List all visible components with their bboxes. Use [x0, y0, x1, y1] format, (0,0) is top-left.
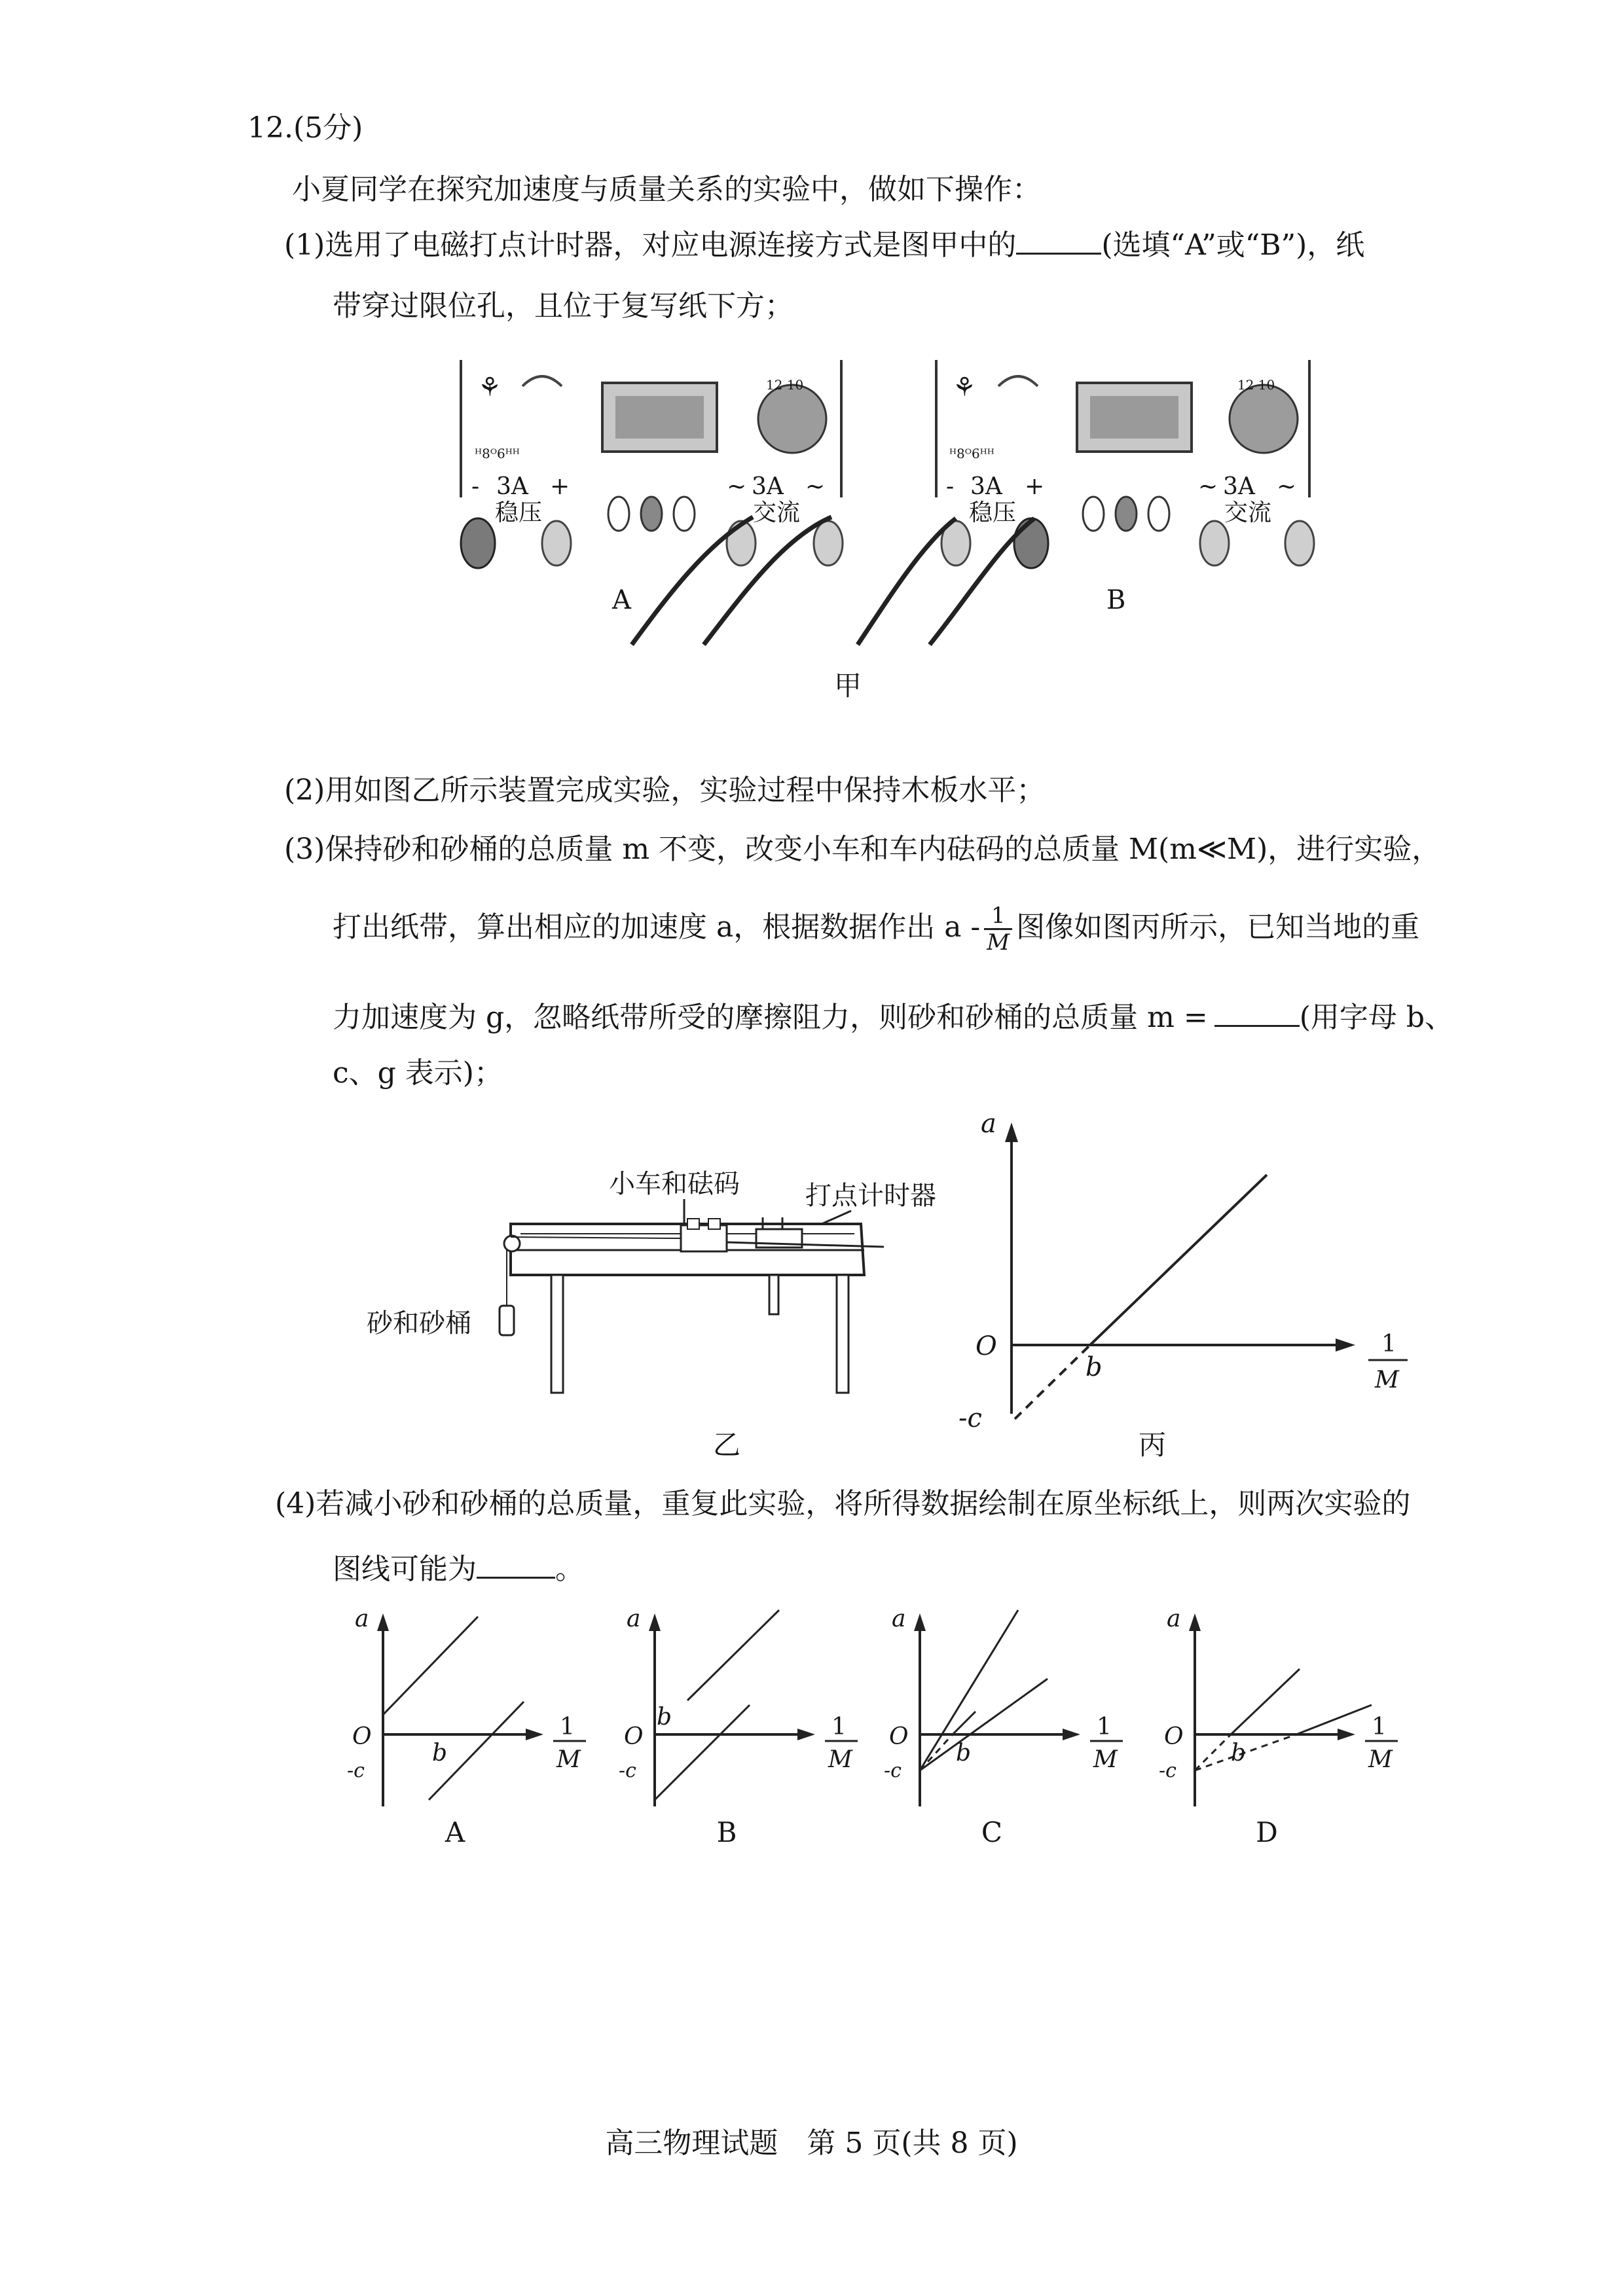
dc-minus-a: -: [471, 473, 480, 500]
svg-text:12 10: 12 10: [1237, 377, 1275, 393]
graph-line: [383, 1617, 478, 1715]
graph-line: [1195, 1734, 1231, 1770]
table-leg: [837, 1275, 848, 1393]
part2-text: 用如图乙所示装置完成实验，实验过程中保持木板水平；: [325, 774, 1046, 807]
part3-label: (3): [284, 833, 325, 866]
x-axis-arrow: [1063, 1729, 1080, 1740]
figure-yi: [367, 1152, 936, 1401]
table-leg: [551, 1275, 563, 1393]
terminal-ac-2-b: [1285, 521, 1314, 565]
option-b-label: b: [657, 1704, 672, 1731]
power-supply-b: [858, 360, 1314, 645]
option-x-den: M: [556, 1746, 581, 1773]
graph-line: [1296, 1705, 1372, 1734]
panel-b-letter: B: [1106, 585, 1126, 615]
x-axis-arrow: [1336, 1338, 1355, 1352]
option-graph-a[interactable]: [327, 1604, 602, 1820]
label-sand: 砂和砂桶: [367, 1308, 471, 1338]
bing-origin: O: [976, 1331, 997, 1361]
part3-line1-text: 保持砂和砂桶的总质量 m 不变，改变小车和车内砝码的总质量 M(m≪M)，进行实验，: [325, 833, 1441, 866]
question-number-text: 12.: [247, 111, 293, 145]
option-origin: O: [624, 1723, 644, 1750]
dc-mode-b: 稳压: [969, 499, 1017, 526]
part1-line1: [284, 224, 1364, 264]
option-x-den: M: [828, 1746, 852, 1773]
terminal-dc-plus-a: [542, 521, 571, 565]
option-x-den: M: [1368, 1746, 1393, 1773]
option-x-num: 1: [560, 1713, 575, 1740]
dc-rating-a: 3A: [496, 473, 528, 500]
option-letter-b[interactable]: B: [716, 1816, 737, 1848]
y-axis-arrow: [1005, 1122, 1018, 1142]
voltage-knob[interactable]: [1230, 385, 1298, 453]
dc-mode-a: 稳压: [495, 499, 543, 526]
part4-line2-before: 图线可能为: [333, 1552, 477, 1586]
part1-text-after: (选填“A”或“B”)，纸: [1101, 228, 1365, 262]
label-cart: 小车和砝码: [609, 1169, 740, 1199]
ac-tilde-a2: ~: [805, 473, 826, 500]
graph-line: [953, 1712, 976, 1734]
svg-text:ᴴ8ᴼ6ᴴᴴ: ᴴ8ᴼ6ᴴᴴ: [475, 446, 520, 461]
option-b-label: b: [1231, 1740, 1247, 1767]
label-timer: 打点计时器: [805, 1181, 936, 1211]
bing-y-label: a: [981, 1109, 996, 1139]
terminal-ac-2-a: [814, 521, 843, 565]
y-axis-arrow: [649, 1613, 661, 1631]
ac-tilde-b2: ~: [1277, 473, 1297, 500]
graph-line: [920, 1679, 1048, 1770]
option-y-label: a: [355, 1605, 369, 1632]
terminal-ac-1-a: [727, 521, 756, 565]
y-axis-arrow: [1189, 1613, 1201, 1631]
y-axis-arrow: [914, 1613, 926, 1631]
part4-answer-blank[interactable]: [477, 1548, 555, 1579]
voltage-knob[interactable]: [758, 385, 826, 453]
fraction-numerator: 1: [984, 903, 1012, 930]
data-line-dashed: [1015, 1345, 1090, 1419]
dc-minus-b: -: [946, 473, 955, 500]
part3-line3: [333, 996, 1453, 1036]
option-graph-b[interactable]: [599, 1604, 874, 1820]
terminal-ac-1-b: [1200, 521, 1229, 565]
option-origin: O: [352, 1723, 372, 1750]
figure-bing: [956, 1106, 1427, 1440]
svg-text:ᴴ8ᴼ6ᴴᴴ: ᴴ8ᴼ6ᴴᴴ: [949, 446, 994, 461]
question-score: (5分): [293, 111, 363, 145]
part3-answer-blank[interactable]: [1214, 996, 1300, 1027]
option-origin: O: [889, 1723, 909, 1750]
ac-tilde-b1: ~: [1198, 473, 1218, 500]
figure-jia-caption: 甲: [833, 670, 862, 702]
figure-jia: [452, 347, 1355, 655]
part3-line4: c、g 表示)；: [333, 1056, 503, 1090]
option-x-num: 1: [831, 1713, 847, 1740]
option-x-num: 1: [1372, 1713, 1387, 1740]
ac-rating-b: 3A: [1223, 473, 1255, 500]
question-intro: 小夏同学在探究加速度与质量关系的实验中，做如下操作：: [292, 173, 1041, 206]
ac-mode-a: 交流: [753, 499, 801, 526]
part2-label: (2): [284, 774, 325, 807]
part3-line2-before: 打出纸带，算出相应的加速度 a，根据数据作出 a -: [333, 910, 981, 944]
option-c-label: -c: [619, 1759, 636, 1782]
part4-label: (4): [275, 1487, 316, 1520]
part1-answer-blank[interactable]: [1016, 224, 1101, 255]
graph-line: [1231, 1669, 1300, 1734]
option-origin: O: [1164, 1723, 1184, 1750]
panel-a-letter: A: [612, 585, 631, 615]
part2-line: [284, 772, 1045, 809]
gauge-arc-icon: [522, 376, 562, 386]
ac-tilde-a1: ~: [727, 473, 747, 500]
x-axis-arrow: [1338, 1729, 1355, 1740]
part4-line1: [275, 1486, 1410, 1522]
figure-bing-caption: 丙: [1138, 1429, 1166, 1461]
terminal-dc-plus-b: [1014, 518, 1048, 568]
part3-line3-after: (用字母 b、: [1299, 1001, 1454, 1034]
page-footer: 高三物理试题 第 5 页(共 8 页): [605, 2126, 1018, 2160]
part1-text-before: 选用了电磁打点计时器，对应电源连接方式是图甲中的: [325, 228, 1017, 262]
part3-line3-before: 力加速度为 g，忽略纸带所受的摩擦阻力，则砂和砂桶的总质量 m =: [333, 1001, 1208, 1034]
figure-yi-caption: 乙: [712, 1429, 740, 1461]
x-axis-arrow: [526, 1729, 543, 1740]
option-graph-d[interactable]: [1139, 1604, 1414, 1820]
graph-line: [920, 1734, 953, 1770]
y-axis-arrow: [377, 1613, 389, 1631]
part3-line2: [333, 903, 1419, 955]
terminal-dc-minus-a: [461, 518, 495, 568]
svg-text:12 10: 12 10: [766, 377, 804, 393]
option-y-label: a: [892, 1605, 906, 1632]
option-letter-d[interactable]: D: [1256, 1816, 1278, 1848]
option-b-label: b: [432, 1740, 448, 1767]
option-b-label: b: [956, 1740, 972, 1767]
fraction-denominator: M: [987, 929, 1010, 956]
ac-mode-b: 交流: [1224, 499, 1272, 526]
bing-x-den: M: [1375, 1367, 1399, 1393]
part3-line2-after: 图像如图丙所示，已知当地的重: [1016, 910, 1420, 944]
part3-line1: [284, 831, 1440, 868]
option-y-label: a: [1167, 1605, 1181, 1632]
part4-line2-after: 。: [555, 1552, 584, 1586]
option-x-den: M: [1093, 1746, 1118, 1773]
bing-intercept-c: -c: [958, 1403, 982, 1433]
option-c-label: -c: [347, 1759, 365, 1782]
option-c-label: -c: [1159, 1759, 1176, 1782]
dc-rating-b: 3A: [970, 473, 1002, 500]
option-y-label: a: [627, 1605, 641, 1632]
fan-icon: ⚘: [953, 372, 976, 403]
part1-line2: 带穿过限位孔，且位于复写纸下方；: [333, 289, 793, 323]
x-axis-arrow: [797, 1729, 815, 1740]
pulley: [504, 1236, 520, 1251]
option-x-num: 1: [1097, 1713, 1112, 1740]
option-letter-a[interactable]: A: [445, 1816, 465, 1848]
part4-line1-text: 若减小砂和砂桶的总质量，重复此实验，将所得数据绘制在原坐标纸上，则两次实验的: [316, 1487, 1411, 1520]
question-number: [247, 110, 363, 147]
option-graph-c[interactable]: [864, 1604, 1139, 1820]
dc-plus-a: +: [550, 473, 570, 500]
option-c-label: -c: [884, 1759, 902, 1782]
fan-icon: ⚘: [478, 372, 501, 403]
table-leg: [769, 1275, 778, 1314]
power-supply-a: [461, 360, 843, 645]
bing-intercept-b: b: [1085, 1352, 1103, 1382]
ac-rating-a: 3A: [752, 473, 784, 500]
part4-line2: [333, 1548, 584, 1588]
graph-line: [687, 1610, 779, 1700]
option-letter-c[interactable]: C: [981, 1816, 1003, 1848]
gauge-arc-icon: [998, 376, 1038, 386]
part3-fraction: [984, 903, 1012, 955]
data-line-solid: [1090, 1175, 1267, 1345]
bing-x-num: 1: [1381, 1331, 1396, 1357]
part1-label: (1): [284, 228, 325, 262]
dc-plus-b: +: [1025, 473, 1045, 500]
sand-bucket: [500, 1306, 514, 1335]
